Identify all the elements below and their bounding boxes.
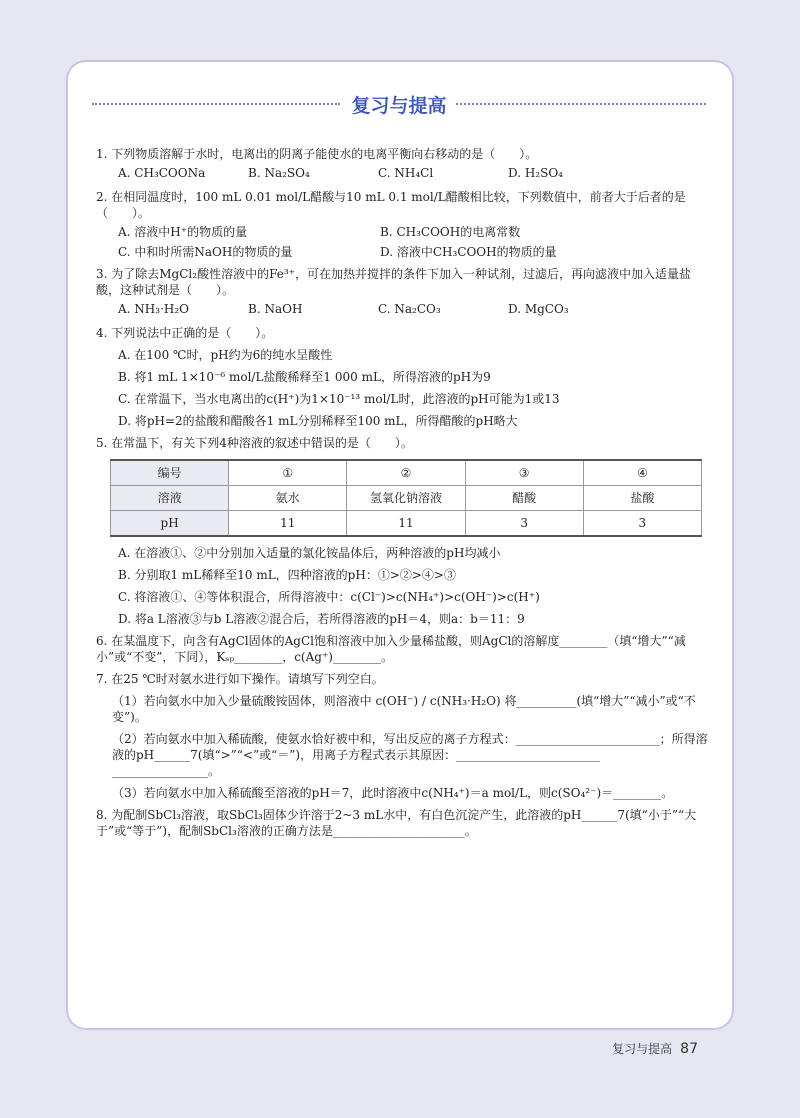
option-d: D. 将a L溶液③与b L溶液②混合后，若所得溶液的pH＝4，则a：b＝11：9: [118, 612, 525, 626]
table-cell: ①: [229, 460, 347, 486]
table-cell: 3: [465, 511, 583, 537]
table-cell: 编号: [111, 460, 229, 486]
question-4: [96, 325, 708, 429]
question-2-options: [96, 224, 708, 264]
page-number: 87: [680, 1041, 698, 1057]
option-d: D. H₂SO₄: [508, 166, 563, 180]
table-row: [111, 486, 702, 511]
table-cell: ②: [347, 460, 465, 486]
footer-label: 复习与提高: [612, 1042, 673, 1056]
option-c: C. Na₂CO₃: [378, 302, 441, 316]
question-list: [96, 146, 708, 839]
option-d: D. 溶液中CH₃COOH的物质的量: [380, 245, 557, 259]
question-2-stem: 2. 在相同温度时，100 mL 0.01 mol/L醋酸与10 mL 0.1 mol/L醋酸相比较，下列数值中，前者大于后者的是（ ）。: [96, 190, 686, 220]
option-b: B. 将1 mL 1×10⁻⁶ mol/L盐酸稀释至1 000 mL，所得溶液的pH为9: [118, 370, 491, 384]
table-row: [111, 511, 702, 537]
option-b: B. 分别取1 mL稀释至10 mL，四种溶液的pH：①>②>④>③: [118, 568, 456, 582]
question-7-stem: 7. 在25 ℃时对氨水进行如下操作。请填写下列空白。: [96, 672, 384, 686]
option-c: C. 将溶液①、④等体积混合，所得溶液中：c(Cl⁻)>c(NH₄⁺)>c(OH⁻)>c(H⁺): [118, 590, 540, 604]
question-6-text: 6. 在某温度下，向含有AgCl固体的AgCl饱和溶液中加入少量稀盐酸，则AgCl的溶解度________（填“增大”“减小”或“不变”，下同），Kₛₚ________，c(Ag⁺)________。: [96, 634, 686, 664]
table-cell: ③: [465, 460, 583, 486]
table-cell: 11: [347, 511, 465, 537]
table-cell: 氢氧化钠溶液: [347, 486, 465, 511]
table-cell: ④: [583, 460, 701, 486]
option-a: A. 溶液中H⁺的物质的量: [118, 225, 248, 239]
solution-table: [110, 459, 702, 537]
table-cell: 溶液: [111, 486, 229, 511]
question-7-part-1: （1）若向氨水中加入少量硫酸铵固体，则溶液中 c(OH⁻) / c(NH₃·H₂O) 将__________(填“增大”“减小”或“不变”)。: [112, 694, 696, 724]
question-1-options: [96, 165, 708, 181]
question-1-stem: 1. 下列物质溶解于水时，电离出的阴离子能使水的电离平衡向右移动的是（ ）。: [96, 147, 538, 161]
option-d: D. 将pH=2的盐酸和醋酸各1 mL分别稀释至100 mL，所得醋酸的pH略大: [118, 414, 518, 428]
option-c: C. NH₄Cl: [378, 166, 434, 180]
question-8: [96, 807, 708, 839]
question-8-text: 8. 为配制SbCl₃溶液，取SbCl₃固体少许溶于2~3 mL水中，有白色沉淀产生，此溶液的pH______7(填“小于”“大于”或“等于”)，配制SbCl₃溶液的正确方法是______________________。: [96, 808, 697, 838]
question-1: [96, 146, 708, 181]
question-3-options: [96, 301, 708, 317]
option-c: C. 中和时所需NaOH的物质的量: [118, 245, 293, 259]
option-b: B. CH₃COOH的电离常数: [380, 225, 521, 239]
question-3: [96, 266, 708, 317]
option-d: D. MgCO₃: [508, 302, 569, 316]
header-divider-left: [92, 103, 340, 105]
section-title: 复习与提高: [351, 95, 447, 117]
option-a: A. CH₃COONa: [118, 166, 206, 180]
page-footer: [612, 1040, 698, 1057]
question-4-stem: 4. 下列说法中正确的是（ ）。: [96, 326, 274, 340]
option-a: A. NH₃·H₂O: [118, 302, 189, 316]
table-cell: 氨水: [229, 486, 347, 511]
header-divider-right: [456, 103, 706, 105]
question-3-stem: 3. 为了除去MgCl₂酸性溶液中的Fe³⁺，可在加热并搅拌的条件下加入一种试剂，过滤后，再向滤液中加入适量盐酸，这种试剂是（ ）。: [96, 267, 691, 297]
table-cell: 盐酸: [583, 486, 701, 511]
question-5: [96, 435, 708, 627]
question-7: [96, 671, 708, 801]
table-row: [111, 460, 702, 486]
question-5-stem: 5. 在常温下，有关下列4种溶液的叙述中错误的是（ ）。: [96, 436, 413, 450]
table-cell: 醋酸: [465, 486, 583, 511]
option-a: A. 在100 ℃时，pH约为6的纯水呈酸性: [118, 348, 333, 362]
question-7-part-3: （3）若向氨水中加入稀硫酸至溶液的pH＝7，此时溶液中c(NH₄⁺)＝a mol/L，则c(SO₄²⁻)＝________。: [112, 786, 674, 800]
option-b: B. NaOH: [248, 302, 303, 316]
table-cell: 3: [583, 511, 701, 537]
section-header: [92, 93, 706, 115]
question-6: [96, 633, 708, 665]
option-c: C. 在常温下，当水电离出的c(H⁺)为1×10⁻¹³ mol/L时，此溶液的pH可能为1或13: [118, 392, 560, 406]
option-b: B. Na₂SO₄: [248, 166, 310, 180]
question-7-part-2: （2）若向氨水中加入稀硫酸，使氨水恰好被中和，写出反应的离子方程式：________________________；所得溶液的pH______7(填“>”“<”或“＝”)，用离子方程式表示其原因：________________________ ________________。: [112, 732, 708, 778]
table-cell: pH: [111, 511, 229, 537]
option-a: A. 在溶液①、②中分别加入适量的氯化铵晶体后，两种溶液的pH均减小: [118, 546, 501, 560]
question-2: [96, 189, 708, 264]
table-cell: 11: [229, 511, 347, 537]
